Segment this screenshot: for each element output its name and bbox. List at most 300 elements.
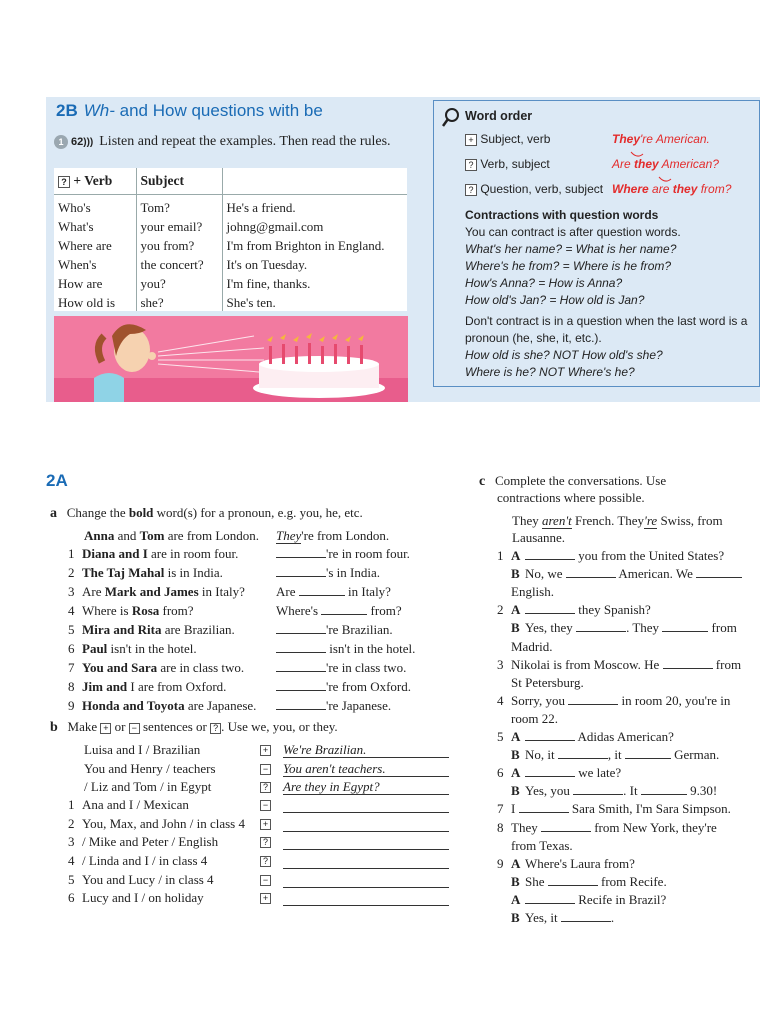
item-bold: You and Sara: [82, 660, 158, 675]
audio-icon[interactable]: 1 62 ))): [54, 135, 93, 149]
exercise-a-item: [68, 584, 245, 600]
item-number: 6: [68, 890, 75, 905]
exercise-c-line: [497, 874, 667, 890]
item-text: Are: [82, 584, 105, 599]
example-text: They: [512, 513, 542, 528]
exercise-c-example: [512, 513, 723, 529]
exercise-title: 2A: [46, 471, 68, 490]
item-text: 're from Oxford.: [326, 679, 412, 694]
table-cell: you from?: [136, 235, 222, 254]
example-rest: American?: [658, 157, 719, 171]
item-text: 're in class two.: [326, 660, 407, 675]
exercise-a-item: [68, 679, 226, 695]
answer-blank[interactable]: [525, 766, 575, 777]
question-box-icon: ?: [260, 837, 271, 848]
exercise-c-line: [497, 801, 731, 817]
table-header: Subject: [136, 168, 222, 194]
table-row: [54, 273, 407, 292]
exercise-b-example-prompt: You and Henry / teachers: [84, 761, 216, 776]
exercise-c-line: [497, 838, 573, 854]
line-text: Where's Laura from?: [525, 855, 635, 871]
item-text: I are from Oxford.: [127, 679, 227, 694]
minus-box-icon: −: [260, 875, 271, 886]
instruction-bold: bold: [128, 505, 154, 520]
exercise-b-example-answer: [283, 742, 449, 758]
exercise-c-line: [497, 820, 717, 836]
exercise-a-answer: [276, 546, 410, 562]
table-cell: Who's: [54, 194, 136, 216]
exercise-a-item: [68, 603, 194, 619]
rule-row: [465, 182, 603, 196]
exercise-b-item: [68, 853, 207, 869]
item-text: Are: [276, 584, 299, 599]
line-text: from Texas.: [511, 837, 573, 853]
line-text: Madrid.: [511, 638, 553, 654]
table-cell: Tom?: [136, 194, 222, 216]
exercise-a-example-answer: [276, 528, 389, 544]
example-text: Lausanne.: [512, 530, 566, 545]
table-cell: What's: [54, 216, 136, 235]
item-number: 5: [497, 729, 504, 744]
item-number: 8: [497, 819, 504, 835]
speaker-label: B: [511, 747, 520, 763]
item-bold: Rosa: [131, 603, 160, 618]
item-text: are in class two.: [157, 660, 245, 675]
rule-example: [612, 132, 710, 146]
item-number: 3: [68, 834, 75, 849]
table-cell: she?: [136, 292, 222, 311]
item-prompt: / Linda and I / in class 4: [82, 853, 208, 868]
line-text: in room 20, you're in: [618, 692, 731, 708]
table-row: [54, 235, 407, 254]
table-row: [54, 194, 407, 216]
example-bold: Anna: [84, 528, 115, 543]
line-text: American. We: [615, 566, 697, 582]
item-number: 2: [497, 602, 504, 618]
instruction-text: Make: [67, 719, 101, 734]
table-cell: I'm from Brighton in England.: [226, 237, 385, 253]
note-example: Where is he? NOT Where's he?: [465, 365, 635, 379]
instruction-text: word(s) for a pronoun, e.g. you, he, etc.: [153, 505, 363, 520]
exercise-c-line: [497, 548, 724, 564]
exercise-letter: a: [50, 506, 57, 521]
question-box-icon: ?: [210, 723, 221, 734]
table-cell: you?: [136, 273, 222, 292]
item-number: 3: [497, 656, 504, 672]
word-order-box: [433, 100, 760, 387]
exercise-a-item: [68, 546, 238, 562]
line-text: from New York, they're: [590, 819, 717, 835]
arrow-icon: [658, 176, 672, 184]
example-verb: are: [648, 182, 673, 196]
contraction-example: What's her name? = What is her name?: [465, 242, 677, 256]
item-bold: Mira and Rita: [82, 622, 162, 637]
item-number: 7: [497, 801, 504, 817]
item-bold: Diana and I: [82, 546, 148, 561]
contractions-intro: You can contract is after question words.: [465, 225, 681, 239]
exercise-b-example-prompt: / Liz and Tom / in Egypt: [84, 779, 212, 794]
audio-disc: 1: [54, 135, 68, 149]
question-box-icon: ?: [260, 782, 271, 793]
exercise-a-answer: [276, 603, 402, 619]
item-text: 're in room four.: [326, 546, 410, 561]
exercise-c-line: [497, 675, 584, 691]
question-box-icon: ?: [58, 176, 70, 188]
item-number: 1: [68, 546, 75, 561]
answer-blank[interactable]: [276, 699, 326, 710]
item-text: 're Japanese.: [326, 698, 392, 713]
item-number: 9: [68, 698, 75, 713]
listen-instruction: [54, 134, 391, 150]
exercise-a-answer: [276, 565, 380, 581]
example-text: French. They: [571, 513, 645, 528]
answer-blank[interactable]: [276, 661, 326, 672]
item-text: from?: [367, 603, 402, 618]
exercise-a-answer: [276, 679, 411, 695]
item-bold: Jim and: [82, 679, 128, 694]
answer-blank[interactable]: [525, 549, 575, 560]
table-cell: your email?: [136, 216, 222, 235]
example-rest: from?: [697, 182, 732, 196]
magnifier-icon: [442, 107, 460, 127]
exercise-letter: c: [479, 474, 486, 489]
item-bold: The Taj Mahal: [82, 565, 165, 580]
line-text: Adidas American?: [575, 729, 674, 744]
item-number: 2: [68, 816, 75, 831]
item-number: 4: [68, 853, 75, 868]
answer-line[interactable]: [283, 816, 449, 832]
answer-blank[interactable]: [625, 748, 671, 759]
table-cell: Where are: [54, 235, 136, 254]
item-prompt: You and Lucy / in class 4: [82, 872, 214, 887]
exercise-b-item: [68, 872, 214, 888]
speaker-label: A: [511, 729, 521, 744]
line-text: Nikolai is from Moscow. He: [511, 656, 663, 672]
title-rest: and How questions with be: [119, 101, 323, 120]
exercise-a-item: [68, 660, 244, 676]
table-cell: He's a friend.: [226, 199, 296, 215]
instruction-text: contractions where possible.: [497, 490, 645, 505]
exercise-letter: b: [50, 720, 58, 735]
exercise-c-line: [497, 892, 666, 908]
speaker-label: B: [511, 783, 520, 799]
plus-box-icon: +: [260, 893, 271, 904]
example-text: are from London.: [164, 528, 260, 543]
line-text: . They: [626, 620, 663, 636]
line-text: room 22.: [511, 710, 558, 726]
answer-blank[interactable]: [525, 730, 575, 741]
minus-box-icon: −: [129, 723, 140, 734]
speaker-label: A: [511, 855, 521, 871]
instruction-text: sentences or: [139, 719, 211, 734]
table-cell: When's: [54, 254, 136, 273]
exercise-c-line: [497, 765, 621, 781]
rule-example: [612, 182, 731, 196]
plus-box-icon: +: [260, 819, 271, 830]
answer-blank[interactable]: [276, 623, 326, 634]
item-prompt: Lucy and I / on holiday: [82, 890, 204, 905]
answer-blank[interactable]: [561, 911, 611, 922]
plus-box-icon: +: [260, 745, 271, 756]
speaker-label: B: [511, 873, 520, 889]
speaker-label: A: [511, 765, 521, 781]
item-prompt: / Mike and Peter / English: [82, 834, 219, 849]
plus-box-icon: +: [100, 723, 111, 734]
question-table: [54, 168, 407, 311]
exercise-c-line: [497, 602, 651, 618]
exercise-b-example-answer: [283, 779, 449, 795]
table-cell: It's on Tuesday.: [226, 256, 308, 272]
answer-blank[interactable]: [548, 875, 598, 886]
exercise-c-line: [497, 693, 730, 709]
item-text: isn't in the hotel.: [326, 641, 416, 656]
line-text: 9.30!: [686, 783, 718, 799]
line-text: Yes, you: [525, 783, 574, 799]
item-text: 're Brazilian.: [326, 622, 393, 637]
item-text: isn't in the hotel.: [107, 641, 197, 656]
exercise-a-answer: [276, 622, 393, 638]
line-text: Recife in Brazil?: [575, 891, 667, 907]
item-number: 5: [68, 622, 75, 637]
exercise-c-instruction: [479, 473, 666, 490]
answer-line[interactable]: [283, 834, 449, 850]
line-text: Yes, they: [525, 620, 577, 636]
minus-box-icon: −: [260, 800, 271, 811]
answer-blank[interactable]: [525, 893, 575, 904]
answer-blank[interactable]: [541, 821, 591, 832]
exercise-a-instruction: [50, 505, 363, 522]
example-answer: They: [276, 528, 302, 543]
answer-blank[interactable]: [576, 621, 626, 632]
exercise-a-answer: [276, 584, 391, 600]
item-text: from?: [159, 603, 194, 618]
line-text: English.: [511, 584, 554, 600]
line-text: from: [708, 620, 737, 636]
answer-blank[interactable]: [566, 567, 616, 578]
speaker-label: A: [511, 891, 521, 907]
speaker-label: B: [511, 910, 520, 925]
table-cell: the concert?: [136, 254, 222, 273]
instruction-text: Change the: [66, 505, 129, 520]
question-box-icon: ?: [465, 159, 477, 171]
exercise-c-line: [497, 711, 558, 727]
note-line: pronoun (he, she, it, etc.).: [465, 331, 602, 345]
answer-line[interactable]: [283, 797, 449, 813]
line-text: .: [610, 910, 615, 925]
speaker-label: B: [511, 566, 520, 582]
exercise-c-line: [497, 747, 719, 763]
item-number: 1: [497, 548, 504, 563]
item-number: 1: [68, 797, 75, 812]
instruction-text: Complete the conversations. Use: [494, 473, 667, 488]
exercise-c-line: [497, 639, 553, 655]
exercise-b-example-answer: [283, 761, 449, 777]
exercise-a-item: [68, 641, 197, 657]
item-text: Where is: [82, 603, 132, 618]
instruction-text: . Use we, you, or they.: [221, 719, 338, 734]
line-text: St Petersburg.: [511, 674, 584, 690]
title-italic: Wh-: [83, 101, 115, 120]
rule-row: [465, 132, 550, 146]
example-text: Swiss, from: [657, 513, 723, 528]
exercise-a-item: [68, 698, 256, 714]
line-text: I: [511, 801, 519, 817]
table-cell: How old is: [54, 292, 136, 311]
line-text: German.: [670, 747, 720, 763]
item-number: 4: [68, 603, 75, 618]
item-prompt: Ana and I / Mexican: [82, 797, 189, 812]
line-text: . It: [623, 783, 641, 799]
rule-label: Subject, verb: [480, 132, 551, 146]
answer-blank[interactable]: [276, 680, 326, 691]
exercise-c-line: [497, 566, 742, 582]
section-number: 2B: [56, 101, 78, 120]
contraction-example: Where's he from? = Where is he from?: [465, 259, 672, 273]
item-text: in Italy?: [344, 584, 391, 599]
audio-track: 62: [71, 136, 84, 148]
birthday-cake-illustration: [54, 316, 408, 402]
exercise-c-line: [497, 657, 741, 673]
example-subject: they: [634, 157, 659, 171]
example-text: and: [114, 528, 140, 543]
answer-line[interactable]: [283, 890, 449, 906]
answer-blank[interactable]: [568, 694, 618, 705]
item-number: 7: [68, 660, 75, 675]
example-bold: Tom: [139, 528, 165, 543]
exercise-c-line: [497, 584, 554, 600]
grammar-title: [56, 101, 323, 121]
exercise-a-example: [84, 528, 259, 544]
exercise-b-item: [68, 890, 204, 906]
table-header: [222, 168, 407, 194]
table-row: [54, 216, 407, 235]
item-text: Where's: [276, 603, 322, 618]
exercise-b-instruction: [50, 719, 338, 736]
question-box-icon: ?: [260, 856, 271, 867]
instruction-text: or: [111, 719, 129, 734]
exercise-b-example-prompt: Luisa and I / Brazilian: [84, 742, 201, 757]
exercise-c-line: [497, 783, 717, 799]
speaker-label: A: [511, 548, 521, 563]
answer-blank[interactable]: [321, 604, 367, 615]
answer-blank[interactable]: [519, 802, 569, 813]
line-text: No, we: [525, 566, 566, 582]
word-order-title: Word order: [465, 109, 533, 123]
exercise-a-answer: [276, 698, 391, 714]
rule-row: [465, 157, 550, 171]
table-cell: She's ten.: [226, 294, 276, 310]
line-text: they Spanish?: [575, 602, 651, 618]
table-cell: johng@gmail.com: [226, 218, 324, 234]
item-number: 9: [497, 855, 504, 871]
rule-label: Question, verb, subject: [480, 182, 604, 196]
instruction-text: Listen and repeat the examples. Then read the rules.: [99, 134, 391, 149]
answer-blank[interactable]: [641, 784, 687, 795]
item-number: 8: [68, 679, 75, 694]
example-answer: Are they in Egypt?: [283, 779, 380, 794]
example-subject: they: [672, 182, 698, 196]
item-number: 6: [497, 765, 504, 781]
answer-blank[interactable]: [696, 567, 742, 578]
line-text: She: [525, 873, 548, 889]
answer-blank[interactable]: [663, 658, 713, 669]
answer-blank[interactable]: [276, 642, 326, 653]
exercise-a-answer: [276, 641, 415, 657]
item-text: are in room four.: [147, 546, 239, 561]
table-cell: How are: [54, 273, 136, 292]
item-number: 2: [68, 565, 75, 580]
answer-blank[interactable]: [573, 784, 623, 795]
speaker-label: B: [511, 620, 520, 636]
line-text: from Recife.: [597, 873, 667, 889]
table-header: ? + Verb: [54, 168, 136, 194]
exercise-b-item: [68, 797, 189, 813]
answer-line[interactable]: [283, 853, 449, 869]
line-text: Yes, it: [525, 910, 561, 925]
item-text: are Japanese.: [184, 698, 257, 713]
arrow-icon: [630, 151, 644, 159]
exercise-a-item: [68, 565, 223, 581]
exercise-c-line: [497, 620, 737, 636]
exercise-c-line: [497, 910, 614, 926]
item-text: 's in India.: [326, 565, 380, 580]
answer-blank[interactable]: [276, 547, 326, 558]
question-box-icon: ?: [465, 184, 477, 196]
item-prompt: You, Max, and John / in class 4: [82, 816, 245, 831]
answer-line[interactable]: [283, 872, 449, 888]
item-text: is in India.: [164, 565, 223, 580]
plus-box-icon: +: [465, 134, 477, 146]
exercise-b-item: [68, 834, 218, 850]
rule-label: Verb, subject: [480, 157, 550, 171]
example-rest: 're American.: [640, 132, 710, 146]
example-answer: We're Brazilian.: [283, 742, 367, 757]
exercise-a-answer: [276, 660, 406, 676]
line-text: They: [511, 819, 541, 835]
contractions-title: Contractions with question words: [465, 208, 659, 222]
line-text: we late?: [575, 765, 622, 781]
speaker-label: A: [511, 602, 521, 618]
line-text: you from the United States?: [575, 548, 725, 563]
example-verb: Are: [612, 157, 635, 171]
note-line: Don't contract is in a question when the last word is a: [465, 314, 748, 328]
table-row: [54, 292, 407, 311]
example-answer: aren't: [541, 513, 572, 528]
example-text: 're from London.: [301, 528, 390, 543]
exercise-c-line: [497, 729, 674, 745]
answer-blank[interactable]: [662, 621, 708, 632]
answer-blank[interactable]: [299, 585, 345, 596]
answer-blank[interactable]: [558, 748, 608, 759]
item-text: in Italy?: [198, 584, 245, 599]
note-example: How old is she? NOT How old's she?: [465, 348, 663, 362]
item-number: 3: [68, 584, 75, 599]
item-text: are Brazilian.: [161, 622, 235, 637]
answer-blank[interactable]: [276, 566, 326, 577]
contraction-example: How's Anna? = How is Anna?: [465, 276, 623, 290]
line-text: Sorry, you: [511, 692, 569, 708]
item-number: 6: [68, 641, 75, 656]
answer-blank[interactable]: [525, 603, 575, 614]
table-cell: I'm fine, thanks.: [226, 275, 311, 291]
table-row: [54, 254, 407, 273]
item-bold: Paul: [82, 641, 108, 656]
contraction-example: How old's Jan? = How old is Jan?: [465, 293, 645, 307]
line-text: , it: [607, 747, 625, 763]
item-bold: Mark and James: [104, 584, 199, 599]
rule-example: [612, 157, 719, 171]
line-text: No, it: [525, 747, 558, 763]
